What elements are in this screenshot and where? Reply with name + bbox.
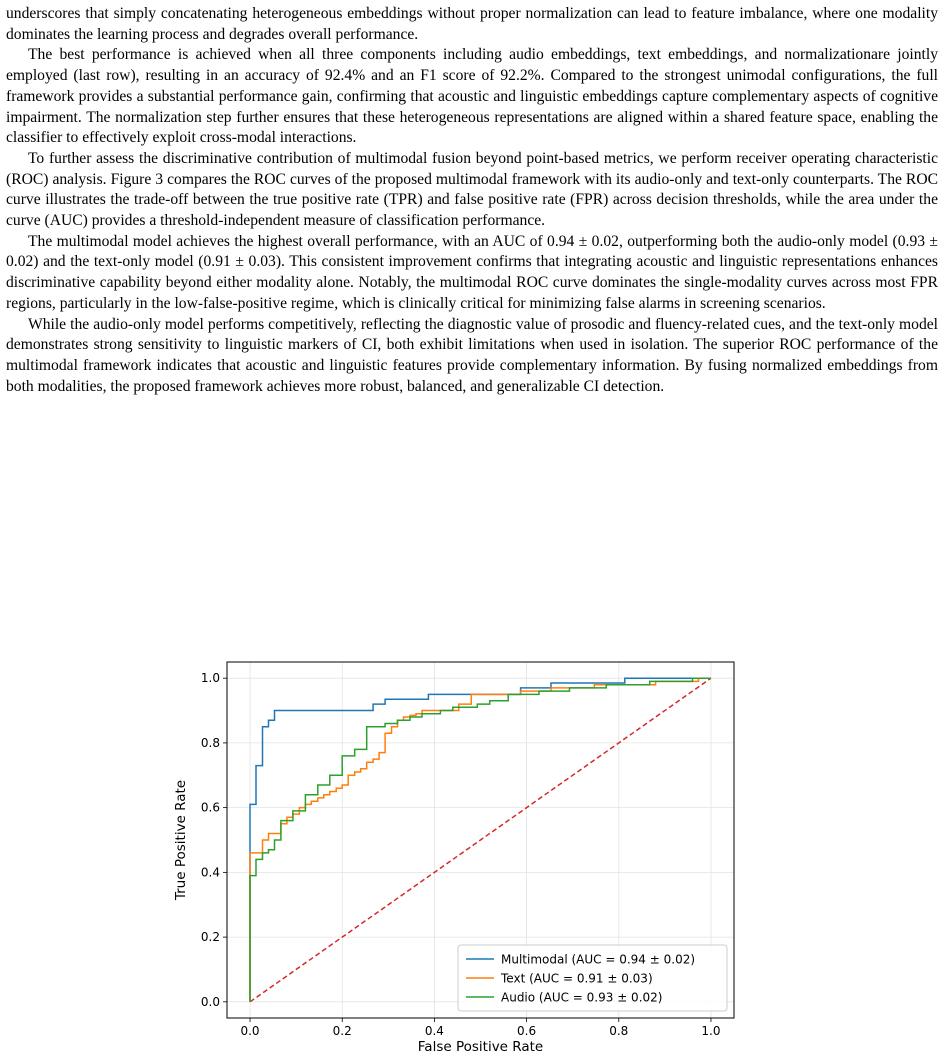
legend-entry: Audio (AUC = 0.93 ± 0.02) xyxy=(501,990,663,1005)
y-tick-label: 0.6 xyxy=(200,800,220,815)
y-tick-label: 0.2 xyxy=(200,930,220,945)
paragraph: To further assess the discriminative contribution of multimodal fusion beyond point-based metrics, we perform receiver operating characteristic (ROC) analysis. Figure 3 compares the ROC curves of the proposed multimodal framework with its audio-only and text-only counterparts. The ROC curve illustrates the trade-off between the true positive rate (TPR) and false positive rate (FPR) across decision thresholds, while the area under the curve (AUC) provides a threshold-independent measure of classification performance. xyxy=(6,149,938,230)
x-tick-label: 0.8 xyxy=(609,1024,629,1038)
y-tick-label: 0.0 xyxy=(200,994,220,1009)
x-tick-label: 0.6 xyxy=(517,1024,537,1038)
paragraph: The best performance is achieved when all three components including audio embeddings, text embeddings, and normalizationare jointly employed (last row), resulting in an accuracy of 92.4% and an F1 score of 92.2%. Compared to the strongest unimodal configurations, the full framework provides a substantial performance gain, confirming that acoustic and linguistic embeddings capture complementary aspects of cognitive impairment. The normalization step further ensures that these heterogeneous representations are aligned within a shared feature space, enabling the classifier to effectively exploit cross-modal interactions. xyxy=(6,46,938,147)
y-tick-label: 0.8 xyxy=(200,735,220,750)
legend-entry: Text (AUC = 0.91 ± 0.03) xyxy=(501,971,653,986)
x-tick-label: 1.0 xyxy=(701,1024,721,1038)
x-tick-label: 0.2 xyxy=(332,1024,352,1038)
x-tick-label: 0.0 xyxy=(240,1024,260,1038)
legend-entry: Multimodal (AUC = 0.94 ± 0.02) xyxy=(501,952,696,967)
y-tick-label: 1.0 xyxy=(200,671,220,686)
y-tick-label: 0.4 xyxy=(200,865,220,880)
x-tick-label: 0.4 xyxy=(424,1024,444,1038)
paragraph: underscores that simply concatenating heterogeneous embeddings without proper normalization can lead to feature imbalance, where one modality dominates the learning process and degrades overall performance. xyxy=(6,5,938,43)
x-axis-label: False Positive Rate xyxy=(417,1039,544,1054)
paragraph: While the audio-only model performs competitively, reflecting the diagnostic value of prosodic and fluency-related cues, and the text-only model demonstrates strong sensitivity to linguistic markers of CI, both exhibit limitations when used in isolation. The superior ROC performance of the multimodal framework indicates that acoustic and linguistic features provide complementary information. By fusing normalized embeddings from both modalities, the proposed framework achieves more robust, balanced, and generalizable CI detection. xyxy=(6,315,938,395)
y-axis-label: True Positive Rate xyxy=(173,779,189,901)
legend xyxy=(458,945,727,1011)
paragraph: The multimodal model achieves the highest overall performance, with an AUC of 0.94 ± 0.02, outperforming both the audio-only model (0.93 ± 0.02) and the text-only model (0.91 ± 0.03). This consistent improvement confirms that integrating acoustic and linguistic representations enhances discriminative capability beyond either modality alone. Notably, the multimodal ROC curve dominates the single-modality curves across most FPR regions, particularly in the low-false-positive regime, which is clinically critical for minimizing false alarms in screening scenarios. xyxy=(6,232,938,312)
